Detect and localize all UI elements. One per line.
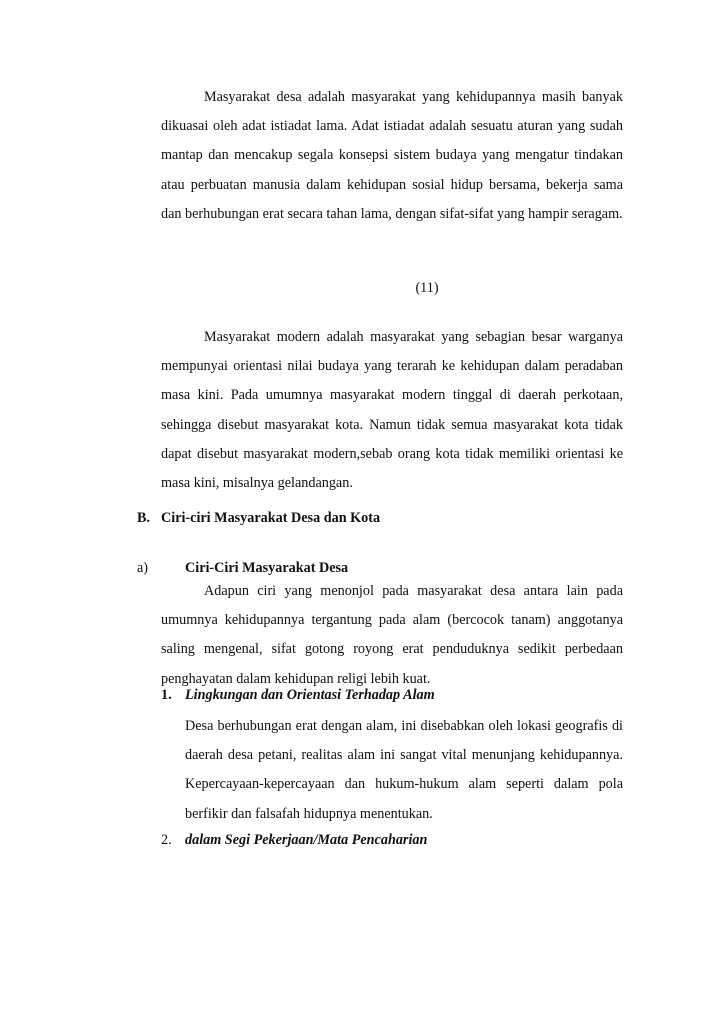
list-item-1-title: Lingkungan dan Orientasi Terhadap Alam	[185, 687, 435, 703]
list-item-2-title: dalam Segi Pekerjaan/Mata Pencaharian	[185, 832, 428, 848]
paragraph-ciri-desa: Adapun ciri yang menonjol pada masyarakat desa antara lain pada umumnya kehidupannya tergantung pada alam (bercocok tanam) anggotanya saling mengenal, sifat gotong royong erat penduduknya sedikit perbedaan penghayatan dalam kehidupan religi lebih kuat.	[161, 583, 623, 687]
list-item-2-number: 2.	[161, 832, 172, 848]
list-item-1-index: 1.	[161, 687, 172, 703]
list-item-1-number	[161, 687, 172, 704]
subsection-a-label: a)	[137, 560, 149, 576]
citation-marker	[161, 280, 623, 297]
paragraph-masyarakat-desa: Masyarakat desa adalah masyarakat yang kehidupannya masih banyak dikuasai oleh adat istiadat lama. Adat istiadat adalah sesuatu aturan yang sudah mantap dan mencakup segala konsepsi sistem budaya yang mengatur tindakan atau perbuatan manusia dalam kehidupan sosial hidup bersama, bekerja sama dan berhubungan erat secara tahan lama, dengan sifat-sifat yang hampir seragam.	[161, 89, 623, 222]
paragraph-lingkungan-alam: Desa berhubungan erat dengan alam, ini disebabkan oleh lokasi geografis di daerah desa petani, realitas alam ini sangat vital menunjang kehidupannya. Kepercayaan-kepercayaan dan hukum-hukum alam seperti dalam pola berfikir dan falsafah hidupnya menentukan.	[185, 718, 623, 822]
section-b-heading: Ciri-ciri Masyarakat Desa dan Kota	[161, 510, 381, 526]
citation-number: (11)	[415, 280, 439, 296]
section-b-label: B.	[137, 510, 151, 526]
subsection-a-heading: Ciri-Ciri Masyarakat Desa	[185, 560, 349, 576]
paragraph-masyarakat-modern: Masyarakat modern adalah masyarakat yang sebagian besar warganya mempunyai orientasi nilai budaya yang terarah ke kehidupan dalam peradaban masa kini. Pada umumnya masyarakat modern tinggal di daerah perkotaan, sehingga disebut masyarakat kota. Namun tidak semua masyarakat kota tidak dapat disebut masyarakat modern,sebab orang kota tidak memiliki orientasi ke masa kini, misalnya gelandangan.	[161, 329, 623, 492]
